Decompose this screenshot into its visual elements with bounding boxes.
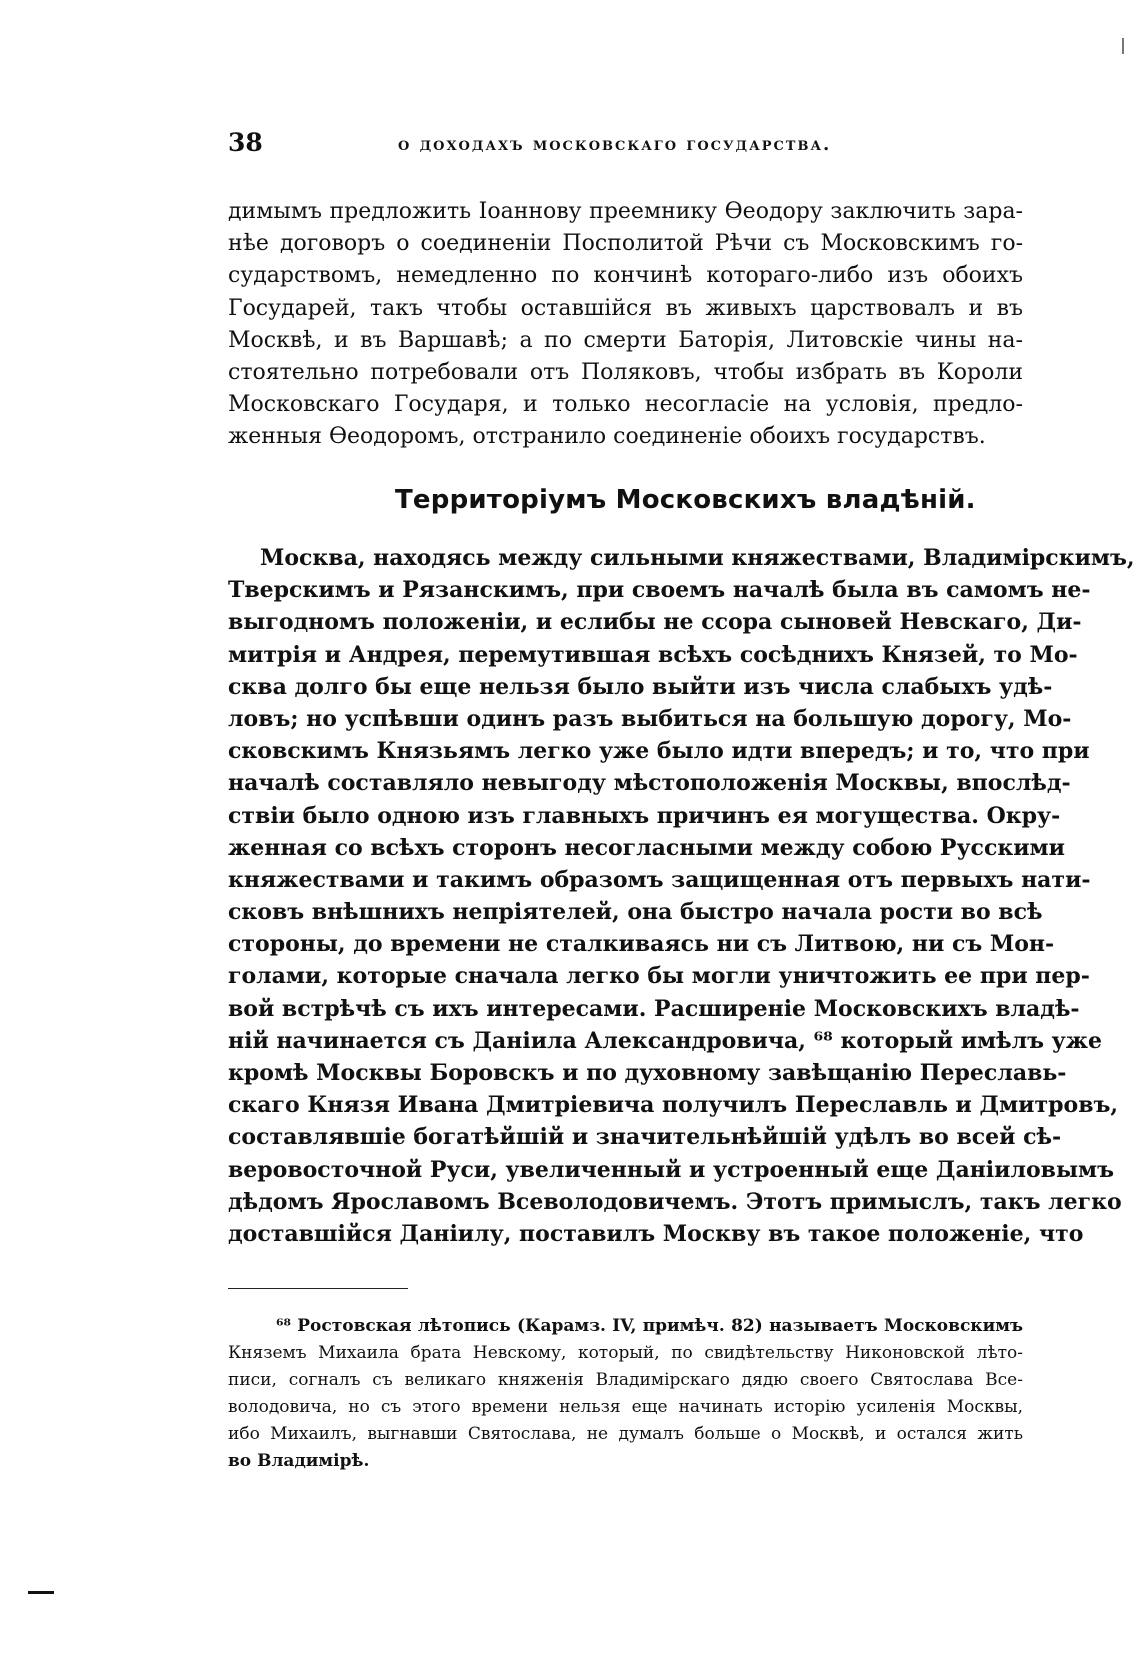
text-line: ствіи было одною изъ главныхъ причинъ ея могущества. Окру- [228, 802, 1061, 829]
text-line: кромѣ Москвы Боровскъ и по духовному завѣщанію Переславь- [228, 1060, 1067, 1086]
text-line: женныя Ѳеодоромъ, отстранило соединеніе обоихъ государствъ. [228, 424, 986, 450]
text-line: стоятельно потребовали отъ Поляковъ, чтобы избрать въ Короли [228, 359, 1023, 385]
text-line: ловъ; но успѣвши одинъ разъ выбиться на большую дорогу, Мо- [228, 705, 1072, 732]
scan-edge-mark [28, 1591, 54, 1594]
footnote-divider [228, 1288, 408, 1289]
footnote-line: ибо Михаилъ, выгнавши Святослава, не думалъ больше о Москвѣ, и остался жить [228, 1424, 1023, 1444]
running-head: о доходахъ московскаго государства. [398, 134, 832, 155]
text-line: Московскаго Государя, и только несогласіе на условія, предло- [228, 392, 1023, 418]
footnote-line: володовича, но съ этого времени нельзя еще начинать исторію усиленія Москвы, [228, 1397, 1023, 1417]
text-line: доставшійся Даніилу, поставилъ Москву въ такое положеніе, что [228, 1220, 1084, 1247]
text-line: Москвѣ, и въ Варшавѣ; а по смерти Баторія, Литовскіе чины на- [228, 327, 1023, 353]
paragraph-territory [228, 542, 1135, 1250]
text-line: Москва, находясь между сильными княжествами, Владимірскимъ, [260, 545, 1135, 571]
text-line: Тверскимъ и Рязанскимъ, при своемъ началѣ была въ самомъ не- [228, 577, 1091, 604]
scan-edge-tick [1122, 38, 1124, 54]
text-line: сква долго бы еще нельзя было выйти изъ числа слабыхъ удѣ- [228, 673, 1053, 700]
text-line: сковскимъ Князьямъ легко уже было идти впередъ; и то, что при [228, 738, 1090, 765]
text-line: голами, которые сначала легко бы могли уничтожить ее при пер- [228, 963, 1090, 990]
text-line: димымъ предложить Іоаннову преемнику Ѳеодору заключить зара- [228, 199, 1023, 224]
text-line: дѣдомъ Ярославомъ Всеволодовичемъ. Этотъ примыслъ, такъ легко [228, 1188, 1122, 1215]
footnote-line: ⁶⁸ Ростовская лѣтопись (Карамз. IV, примѣч. 82) называетъ Московскимъ [276, 1316, 1023, 1336]
page-header [228, 128, 1023, 168]
text-line: началѣ составляло невыгоду мѣстоположенія Москвы, впослѣд- [228, 770, 1071, 797]
text-line: ній начинается съ Даніила Александровича, ⁶⁸ который имѣлъ уже [228, 1027, 1102, 1054]
text-line: скаго Князя Ивана Дмитріевича получилъ Переславль и Дмитровъ, [228, 1092, 1119, 1119]
text-line: вой встрѣчѣ съ ихъ интересами. Расширеніе Московскихъ владѣ- [228, 995, 1080, 1022]
text-line: женная со всѣхъ сторонъ несогласными между собою Русскими [228, 834, 1065, 861]
paragraph-continued [228, 196, 1023, 454]
text-line: стороны, до времени не сталкиваясь ни съ Литвою, ни съ Мон- [228, 931, 1055, 958]
text-line: Государей, такъ чтобы оставшійся въ живыхъ царствовалъ и въ [228, 295, 1023, 321]
text-line: веровосточной Руси, увеличенный и устроенный еще Даніиловымъ [228, 1156, 1114, 1183]
footnote [228, 1313, 1023, 1475]
text-line: сковъ внѣшнихъ непріятелей, она быстро начала рости во всѣ [228, 899, 1043, 926]
footnote-line: во Владимірѣ. [228, 1451, 370, 1471]
text-line: сударствомъ, немедленно по кончинѣ котораго-либо изъ обоихъ [228, 263, 1023, 289]
section-heading: Территоріумъ Московскихъ владѣній. [395, 485, 976, 515]
footnote-line: писи, согналъ съ великаго княженія Владимірскаго дядю своего Святослава Все- [228, 1370, 1023, 1390]
text-line: митрія и Андрея, перемутившая всѣхъ сосѣднихъ Князей, то Мо- [228, 641, 1078, 668]
footnote-line: Княземъ Михаила брата Невскому, который, по свидѣтельству Никоновской лѣто- [228, 1343, 1023, 1363]
text-line: нѣе договоръ о соединеніи Посполитой Рѣчи съ Московскимъ го- [228, 231, 1023, 257]
text-line: составлявшіе богатѣйшій и значительнѣйшій удѣлъ во всей сѣ- [228, 1124, 1062, 1151]
text-line: выгодномъ положеніи, и еслибы не ссора сыновей Невскаго, Ди- [228, 609, 1082, 636]
page-number: 38 [228, 128, 263, 157]
text-line: княжествами и такимъ образомъ защищенная отъ первыхъ нати- [228, 866, 1091, 893]
